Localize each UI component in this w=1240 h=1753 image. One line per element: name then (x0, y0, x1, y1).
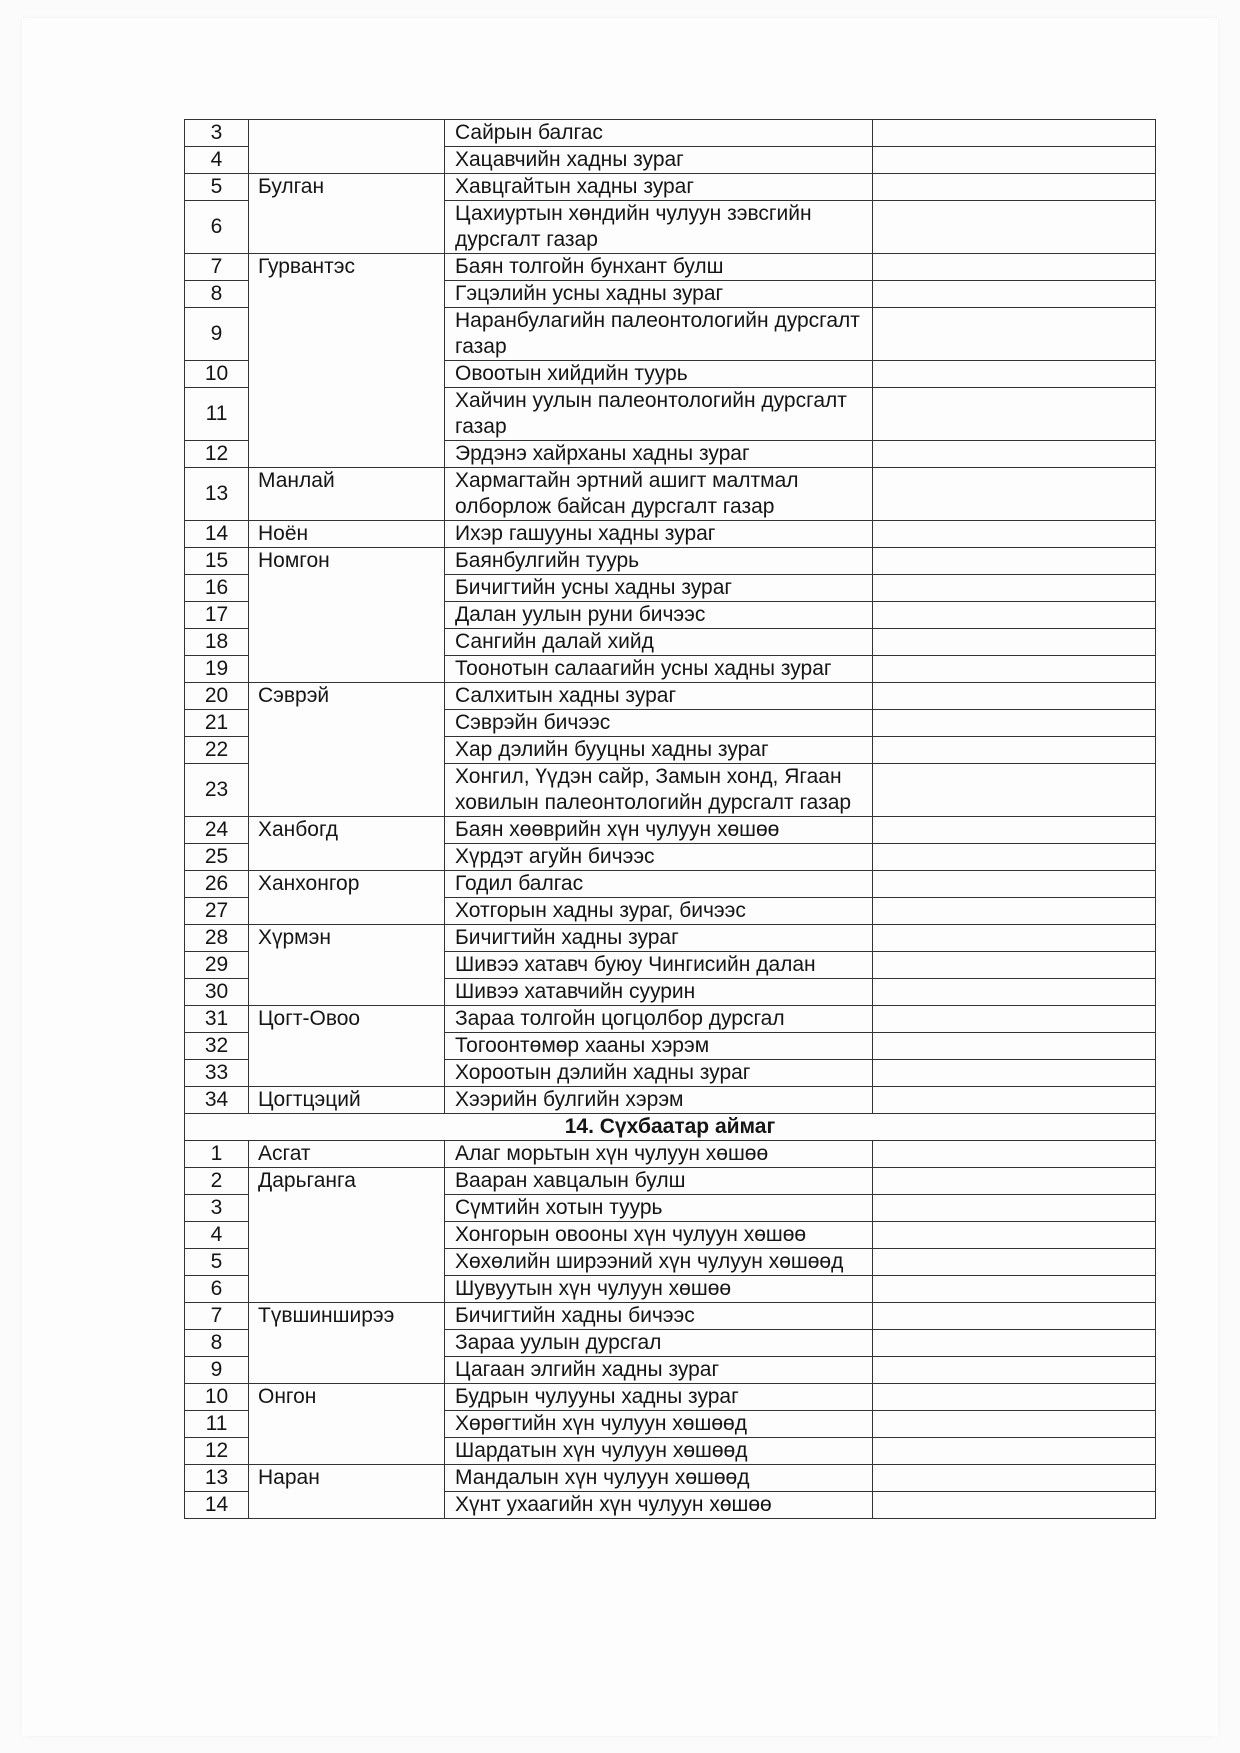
table-row (185, 1087, 1156, 1114)
row-number: 8 (185, 281, 249, 308)
notes-cell (873, 871, 1156, 898)
site-name: Сангийн далай хийд (445, 629, 873, 656)
soum-name: Онгон (249, 1384, 445, 1465)
site-name: Хонгил, Үүдэн сайр, Замын хонд, Ягаан ховилын палеонтологийн дурсгалт газар (445, 764, 873, 817)
site-name: Шувуутын хүн чулуун хөшөө (445, 1276, 873, 1303)
row-number: 20 (185, 683, 249, 710)
site-name: Хармагтайн эртний ашигт малтмал олборлож байсан дурсгалт газар (445, 468, 873, 521)
table-body (185, 120, 1156, 1519)
notes-cell (873, 548, 1156, 575)
row-number: 32 (185, 1033, 249, 1060)
row-number: 26 (185, 871, 249, 898)
site-name: Алаг морьтын хүн чулуун хөшөө (445, 1141, 873, 1168)
notes-cell (873, 1357, 1156, 1384)
notes-cell (873, 1492, 1156, 1519)
row-number: 5 (185, 1249, 249, 1276)
site-name: Бичигтийн хадны бичээс (445, 1303, 873, 1330)
notes-cell (873, 683, 1156, 710)
site-name: Зараа толгойн цогцолбор дурсгал (445, 1006, 873, 1033)
notes-cell (873, 1222, 1156, 1249)
notes-cell (873, 1087, 1156, 1114)
site-name: Салхитын хадны зураг (445, 683, 873, 710)
notes-cell (873, 1303, 1156, 1330)
row-number: 31 (185, 1006, 249, 1033)
row-number: 28 (185, 925, 249, 952)
row-number: 9 (185, 1357, 249, 1384)
heritage-sites-table (184, 119, 1156, 1519)
notes-cell (873, 120, 1156, 147)
notes-cell (873, 844, 1156, 871)
notes-cell (873, 1276, 1156, 1303)
row-number: 4 (185, 147, 249, 174)
row-number: 6 (185, 1276, 249, 1303)
notes-cell (873, 521, 1156, 548)
row-number: 21 (185, 710, 249, 737)
site-name: Ваарaн хавцалын булш (445, 1168, 873, 1195)
row-number: 8 (185, 1330, 249, 1357)
site-name: Хороотын дэлийн хадны зураг (445, 1060, 873, 1087)
notes-cell (873, 388, 1156, 441)
notes-cell (873, 1195, 1156, 1222)
notes-cell (873, 308, 1156, 361)
site-name: Шардатын хүн чулуун хөшөөд (445, 1438, 873, 1465)
site-name: Бичигтийн хадны зураг (445, 925, 873, 952)
notes-cell (873, 710, 1156, 737)
soum-name: Сэврэй (249, 683, 445, 817)
notes-cell (873, 979, 1156, 1006)
notes-cell (873, 1033, 1156, 1060)
site-name: Сэврэйн бичээс (445, 710, 873, 737)
row-number: 30 (185, 979, 249, 1006)
notes-cell (873, 764, 1156, 817)
site-name: Годил балгас (445, 871, 873, 898)
notes-cell (873, 575, 1156, 602)
row-number: 16 (185, 575, 249, 602)
table-row (185, 521, 1156, 548)
table-row (185, 1168, 1156, 1195)
notes-cell (873, 174, 1156, 201)
notes-cell (873, 952, 1156, 979)
row-number: 13 (185, 1465, 249, 1492)
site-name: Далан уулын руни бичээс (445, 602, 873, 629)
table-row (185, 817, 1156, 844)
soum-name: Ноён (249, 521, 445, 548)
row-number: 12 (185, 1438, 249, 1465)
notes-cell (873, 254, 1156, 281)
row-number: 6 (185, 201, 249, 254)
row-number: 7 (185, 1303, 249, 1330)
site-name: Шивээ хатавчийн суурин (445, 979, 873, 1006)
site-name: Хонгорын овооны хүн чулуун хөшөө (445, 1222, 873, 1249)
table-row (185, 683, 1156, 710)
notes-cell (873, 468, 1156, 521)
site-name: Гэцэлийн усны хадны зураг (445, 281, 873, 308)
site-name: Эрдэнэ хайрханы хадны зураг (445, 441, 873, 468)
site-name: Бичигтийн усны хадны зураг (445, 575, 873, 602)
notes-cell (873, 602, 1156, 629)
table-row (185, 925, 1156, 952)
soum-name: Түвшинширээ (249, 1303, 445, 1384)
notes-cell (873, 1330, 1156, 1357)
site-name: Хүнт ухаагийн хүн чулуун хөшөө (445, 1492, 873, 1519)
table-row (185, 548, 1156, 575)
site-name: Овоотын хийдийн туурь (445, 361, 873, 388)
notes-cell (873, 629, 1156, 656)
row-number: 27 (185, 898, 249, 925)
site-name: Хавцгайтын хадны зураг (445, 174, 873, 201)
table-row (185, 1384, 1156, 1411)
table-row (185, 1465, 1156, 1492)
notes-cell (873, 656, 1156, 683)
notes-cell (873, 737, 1156, 764)
row-number: 10 (185, 1384, 249, 1411)
table-row (185, 871, 1156, 898)
site-name: Наранбулагийн палеонтологийн дурсгалт газар (445, 308, 873, 361)
row-number: 3 (185, 1195, 249, 1222)
soum-name: Манлай (249, 468, 445, 521)
soum-name: Хүрмэн (249, 925, 445, 1006)
notes-cell (873, 281, 1156, 308)
section-header-row (185, 1114, 1156, 1141)
notes-cell (873, 1384, 1156, 1411)
site-name: Зараа уулын дурсгал (445, 1330, 873, 1357)
notes-cell (873, 147, 1156, 174)
row-number: 13 (185, 468, 249, 521)
row-number: 9 (185, 308, 249, 361)
soum-name: Асгат (249, 1141, 445, 1168)
row-number: 12 (185, 441, 249, 468)
site-name: Хар дэлийн бууцны хадны зураг (445, 737, 873, 764)
row-number: 23 (185, 764, 249, 817)
site-name: Баян толгойн бунхант булш (445, 254, 873, 281)
site-name: Тоонотын салаагийн усны хадны зураг (445, 656, 873, 683)
row-number: 14 (185, 1492, 249, 1519)
section-title: 14. Сүхбаатар аймаг (185, 1114, 1156, 1141)
table-row (185, 174, 1156, 201)
notes-cell (873, 1006, 1156, 1033)
row-number: 22 (185, 737, 249, 764)
row-number: 7 (185, 254, 249, 281)
row-number: 5 (185, 174, 249, 201)
site-name: Ихэр гашууны хадны зураг (445, 521, 873, 548)
notes-cell (873, 1060, 1156, 1087)
site-name: Хөрөгтийн хүн чулуун хөшөөд (445, 1411, 873, 1438)
site-name: Хүрдэт агуйн бичээс (445, 844, 873, 871)
notes-cell (873, 1168, 1156, 1195)
soum-name: Цогт-Овоо (249, 1006, 445, 1087)
notes-cell (873, 361, 1156, 388)
row-number: 4 (185, 1222, 249, 1249)
row-number: 11 (185, 388, 249, 441)
notes-cell (873, 1141, 1156, 1168)
row-number: 29 (185, 952, 249, 979)
soum-name-continued (249, 120, 445, 174)
site-name: Хацавчийн хадны зураг (445, 147, 873, 174)
notes-cell (873, 1249, 1156, 1276)
site-name: Хөхөлийн ширээний хүн чулуун хөшөөд (445, 1249, 873, 1276)
notes-cell (873, 201, 1156, 254)
row-number: 18 (185, 629, 249, 656)
notes-cell (873, 1411, 1156, 1438)
site-name: Сайрын балгас (445, 120, 873, 147)
row-number: 3 (185, 120, 249, 147)
row-number: 14 (185, 521, 249, 548)
row-number: 34 (185, 1087, 249, 1114)
site-name: Хотгорын хадны зураг, бичээс (445, 898, 873, 925)
soum-name: Гурвантэс (249, 254, 445, 468)
row-number: 11 (185, 1411, 249, 1438)
site-name: Цагаан элгийн хадны зураг (445, 1357, 873, 1384)
notes-cell (873, 1465, 1156, 1492)
site-name: Тогоонтөмөр хааны хэрэм (445, 1033, 873, 1060)
row-number: 2 (185, 1168, 249, 1195)
notes-cell (873, 925, 1156, 952)
table-row (185, 254, 1156, 281)
soum-name: Ханбогд (249, 817, 445, 871)
site-name: Шивээ хатавч буюу Чингисийн далан (445, 952, 873, 979)
notes-cell (873, 898, 1156, 925)
site-name: Баянбулгийн туурь (445, 548, 873, 575)
row-number: 10 (185, 361, 249, 388)
soum-name: Булган (249, 174, 445, 254)
soum-name: Номгон (249, 548, 445, 683)
site-name: Хээрийн булгийн хэрэм (445, 1087, 873, 1114)
site-name: Мандалын хүн чулуун хөшөөд (445, 1465, 873, 1492)
soum-name: Цогтцэций (249, 1087, 445, 1114)
site-name: Хайчин уулын палеонтологийн дурсгалт газар (445, 388, 873, 441)
row-number: 24 (185, 817, 249, 844)
row-number: 15 (185, 548, 249, 575)
site-name: Сүмтийн хотын туурь (445, 1195, 873, 1222)
table-row (185, 1303, 1156, 1330)
site-name: Цахиуртын хөндийн чулуун зэвсгийн дурсгалт газар (445, 201, 873, 254)
notes-cell (873, 817, 1156, 844)
table-row (185, 1141, 1156, 1168)
soum-name: Ханхонгор (249, 871, 445, 925)
table-row (185, 1006, 1156, 1033)
row-number: 33 (185, 1060, 249, 1087)
site-name: Будрын чулууны хадны зураг (445, 1384, 873, 1411)
site-name: Баян хөөврийн хүн чулуун хөшөө (445, 817, 873, 844)
notes-cell (873, 1438, 1156, 1465)
notes-cell (873, 441, 1156, 468)
row-number: 25 (185, 844, 249, 871)
soum-name: Наран (249, 1465, 445, 1519)
row-number: 17 (185, 602, 249, 629)
table-row (185, 468, 1156, 521)
row-number: 19 (185, 656, 249, 683)
soum-name: Дарьганга (249, 1168, 445, 1303)
row-number: 1 (185, 1141, 249, 1168)
table-row (185, 120, 1156, 147)
